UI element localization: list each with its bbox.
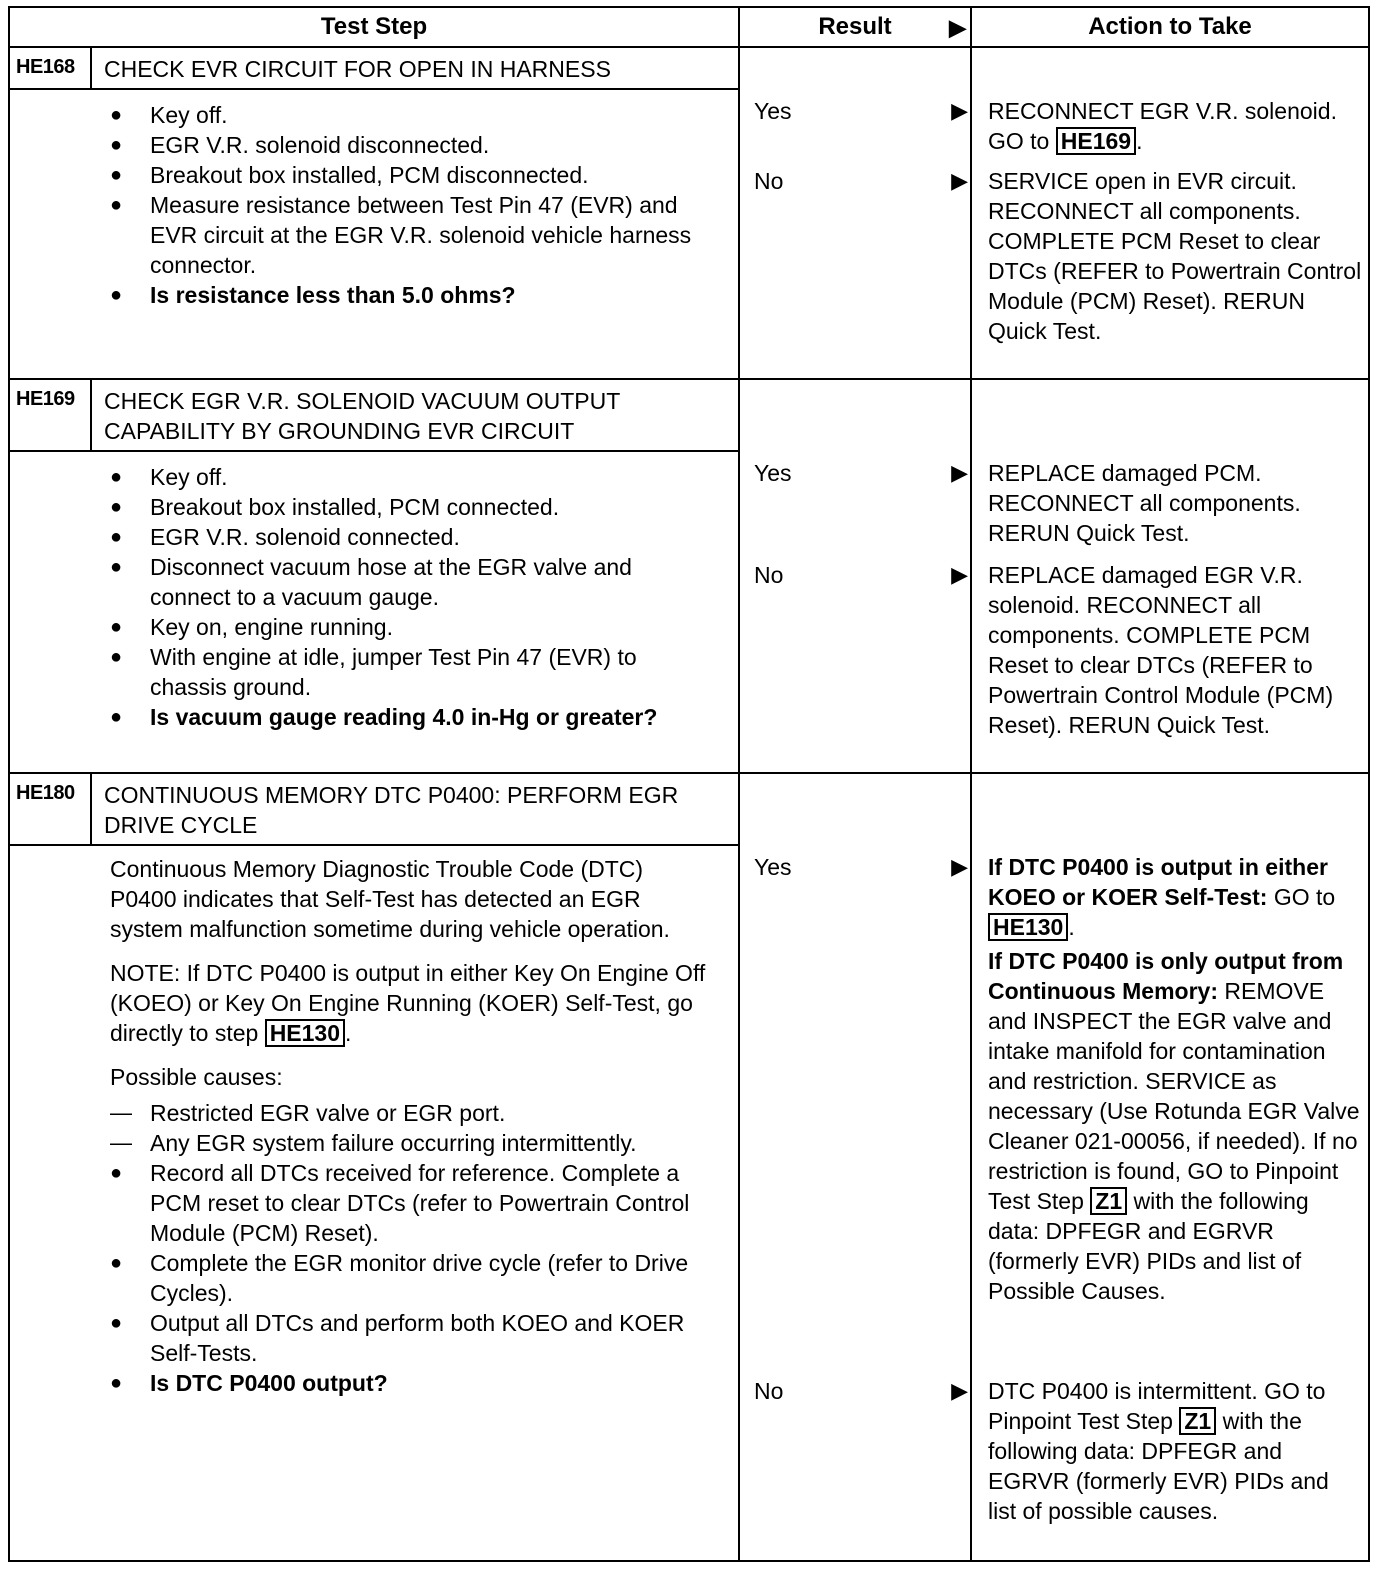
step-row-he169 <box>9 379 1369 773</box>
step-body <box>10 846 738 1406</box>
diagnostic-table <box>8 6 1370 1562</box>
action-yes-text: RECONNECT EGR V.R. solenoid. GO to <box>988 98 1337 154</box>
bullet-icon: ● <box>110 1252 123 1274</box>
list-item <box>110 1158 714 1248</box>
list-item-text: With engine at idle, jumper Test Pin 47 (EVR) to chassis ground. <box>150 644 637 700</box>
list-item <box>110 1128 714 1158</box>
step-ref-link[interactable]: Z1 <box>1090 1187 1127 1215</box>
bullet-icon: ● <box>110 284 123 306</box>
result-yes-label: Yes <box>754 98 792 124</box>
list-item <box>110 492 714 522</box>
action-yes-part-2 <box>988 946 1362 1306</box>
step-heading <box>10 48 738 90</box>
result-cell <box>739 379 971 773</box>
step-bullets <box>110 100 714 310</box>
step-bullets <box>110 1158 714 1398</box>
step-ref-link[interactable]: HE130 <box>988 913 1068 941</box>
list-item <box>110 612 714 642</box>
causes-list <box>110 1098 714 1158</box>
bullet-icon: ● <box>110 526 123 548</box>
step-title: CONTINUOUS MEMORY DTC P0400: PERFORM EGR DRIVE CYCLE <box>104 782 679 838</box>
step-note: NOTE: If DTC P0400 is output in either Key On Engine Off (KOEO) or Key On Engine Running (KOER) Self-Test, go directly to step HE130 . <box>110 960 706 1046</box>
test-step-cell <box>9 773 739 1561</box>
action-yes <box>988 458 1362 548</box>
list-item <box>110 1098 714 1128</box>
header-action: Action to Take <box>971 7 1369 47</box>
list-item <box>110 160 714 190</box>
step-ref-link[interactable]: Z1 <box>1179 1407 1216 1435</box>
action-text: REMOVE and INSPECT the EGR valve and intake manifold for contamination and restriction. SERVICE as necessary (Use Rotunda EGR Valve Cleaner 021-00056, if needed). If no restriction is found, GO to Pinpoint Test Step <box>988 978 1360 1214</box>
step-ref-link[interactable]: HE169 <box>1056 127 1136 155</box>
header-result <box>739 7 971 47</box>
bullet-icon: ● <box>110 1372 123 1394</box>
step-intro: Continuous Memory Diagnostic Trouble Code (DTC) P0400 indicates that Self-Test has detected an EGR system malfunction sometime during vehicle operation. <box>110 856 670 942</box>
action-no-text: REPLACE damaged EGR V.R. solenoid. RECONNECT all components. COMPLETE PCM Reset to clear DTCs (REFER to Powertrain Control Module (PCM) Reset). RERUN Quick Test. <box>988 562 1334 738</box>
step-id: HE168 <box>10 48 92 88</box>
result-yes-label: Yes <box>754 854 792 880</box>
list-item-text: Breakout box installed, PCM disconnected. <box>150 162 589 188</box>
action-cell <box>971 47 1369 379</box>
action-cell <box>971 379 1369 773</box>
bullet-icon: ● <box>110 496 123 518</box>
list-item-text: Key on, engine running. <box>150 614 393 640</box>
result-no <box>754 560 970 590</box>
arrow-right-icon: ▶ <box>949 15 966 40</box>
action-condition: If DTC P0400 is only output from Continuous Memory: <box>988 948 1344 1004</box>
action-text: GO to <box>1273 884 1336 910</box>
list-item-text: Record all DTCs received for reference. Complete a PCM reset to clear DTCs (refer to Powertrain Control Module (PCM) Reset). <box>150 1160 690 1246</box>
list-item <box>110 100 714 130</box>
dash-icon: — <box>110 1100 132 1125</box>
action-yes-text: REPLACE damaged PCM. RECONNECT all components. RERUN Quick Test. <box>988 460 1301 546</box>
step-ref-link[interactable]: HE130 <box>265 1019 345 1047</box>
list-item-text: Breakout box installed, PCM connected. <box>150 494 560 520</box>
list-item-text: Key off. <box>150 102 228 128</box>
arrow-right-icon: ▶ <box>951 1378 968 1403</box>
arrow-right-icon: ▶ <box>951 460 968 485</box>
bullet-icon: ● <box>110 616 123 638</box>
step-heading <box>10 380 738 452</box>
bullet-icon: ● <box>110 134 123 156</box>
action-no-text: DTC P0400 is intermittent. GO to Pinpoint Test Step <box>988 1378 1326 1434</box>
bullet-icon: ● <box>110 646 123 668</box>
list-item <box>110 462 714 492</box>
list-item <box>110 190 714 280</box>
bullet-icon: ● <box>110 104 123 126</box>
action-no-text: SERVICE open in EVR circuit. RECONNECT all components. COMPLETE PCM Reset to clear DTCs (REFER to Powertrain Control Module (PCM) Reset). RERUN Quick Test. <box>988 168 1362 344</box>
result-yes-label: Yes <box>754 460 792 486</box>
step-heading <box>10 774 738 846</box>
question-item <box>110 702 714 732</box>
result-no-label: No <box>754 1378 784 1404</box>
step-title: CHECK EGR V.R. SOLENOID VACUUM OUTPUT CAPABILITY BY GROUNDING EVR CIRCUIT <box>104 388 620 444</box>
result-no <box>754 166 970 196</box>
step-body <box>10 452 738 740</box>
arrow-right-icon: ▶ <box>951 98 968 123</box>
question-item <box>110 1368 714 1398</box>
dash-icon: — <box>110 1130 132 1155</box>
test-step-cell <box>9 47 739 379</box>
list-item-text: Complete the EGR monitor drive cycle (refer to Drive Cycles). <box>150 1250 689 1306</box>
result-yes <box>754 458 970 488</box>
list-item <box>110 130 714 160</box>
action-no <box>988 166 1362 346</box>
action-yes-part-1: If DTC P0400 is output in either KOEO or KOER Self-Test: GO to HE130 . <box>988 854 1336 940</box>
list-item <box>110 552 714 612</box>
table-header-row <box>9 7 1369 47</box>
list-item-text: EGR V.R. solenoid disconnected. <box>150 132 490 158</box>
step-row-he180 <box>9 773 1369 1561</box>
question-text: Is resistance less than 5.0 ohms? <box>150 282 516 308</box>
list-item-text: Measure resistance between Test Pin 47 (EVR) and EVR circuit at the EGR V.R. solenoid vehicle harness connector. <box>150 192 692 278</box>
bullet-icon: ● <box>110 1162 123 1184</box>
test-step-cell <box>9 379 739 773</box>
list-item <box>110 642 714 702</box>
question-text: Is vacuum gauge reading 4.0 in-Hg or greater? <box>150 704 658 730</box>
action-text: with the following data: DPFEGR and EGRVR (formerly EVR) PIDs and list of possible causes. <box>988 1408 1329 1524</box>
step-bullets <box>110 462 714 732</box>
result-no-label: No <box>754 562 784 588</box>
result-yes <box>754 852 970 882</box>
result-cell <box>739 773 971 1561</box>
bullet-icon: ● <box>110 466 123 488</box>
action-yes <box>988 852 1362 1306</box>
causes-label: Possible causes: <box>110 1064 283 1090</box>
step-note-text: NOTE: If DTC P0400 is output in either Key On Engine Off (KOEO) or Key On Engine Running (KOER) Self-Test, go directly to step <box>110 960 706 1046</box>
bullet-icon: ● <box>110 706 123 728</box>
question-item <box>110 280 714 310</box>
step-id: HE169 <box>10 380 92 450</box>
bullet-icon: ● <box>110 194 123 216</box>
step-id: HE180 <box>10 774 92 844</box>
list-item-text: Output all DTCs and perform both KOEO and KOER Self-Tests. <box>150 1310 685 1366</box>
action-no <box>988 560 1362 740</box>
list-item-text: EGR V.R. solenoid connected. <box>150 524 460 550</box>
result-cell <box>739 47 971 379</box>
question-text: Is DTC P0400 output? <box>150 1370 388 1396</box>
action-condition: If DTC P0400 is output in either KOEO or KOER Self-Test: <box>988 854 1328 910</box>
header-test-step: Test Step <box>9 7 739 47</box>
arrow-right-icon: ▶ <box>951 168 968 193</box>
list-item <box>110 1248 714 1308</box>
list-item <box>110 522 714 552</box>
action-text: with the following data: DPFEGR and EGRVR (formerly EVR) PIDs and list of Possible Causes. <box>988 1188 1309 1304</box>
bullet-icon: ● <box>110 164 123 186</box>
diagnostic-table-page <box>8 6 1368 1562</box>
arrow-right-icon: ▶ <box>951 562 968 587</box>
list-item-text: Restricted EGR valve or EGR port. <box>150 1100 506 1126</box>
step-title: CHECK EVR CIRCUIT FOR OPEN IN HARNESS <box>104 56 611 82</box>
list-item-text: Any EGR system failure occurring intermittently. <box>150 1130 637 1156</box>
action-yes: RECONNECT EGR V.R. solenoid. GO to HE169 . <box>988 98 1337 154</box>
action-cell <box>971 773 1369 1561</box>
arrow-right-icon: ▶ <box>951 854 968 879</box>
list-item-text: Key off. <box>150 464 228 490</box>
step-row-he168 <box>9 47 1369 379</box>
list-item-text: Disconnect vacuum hose at the EGR valve and connect to a vacuum gauge. <box>150 554 632 610</box>
bullet-icon: ● <box>110 556 123 578</box>
action-no <box>988 1376 1362 1526</box>
result-no-label: No <box>754 168 784 194</box>
result-no <box>754 1376 970 1406</box>
list-item <box>110 1308 714 1368</box>
result-yes <box>754 96 970 126</box>
bullet-icon: ● <box>110 1312 123 1334</box>
header-result-label: Result <box>818 13 892 40</box>
step-body <box>10 90 738 318</box>
